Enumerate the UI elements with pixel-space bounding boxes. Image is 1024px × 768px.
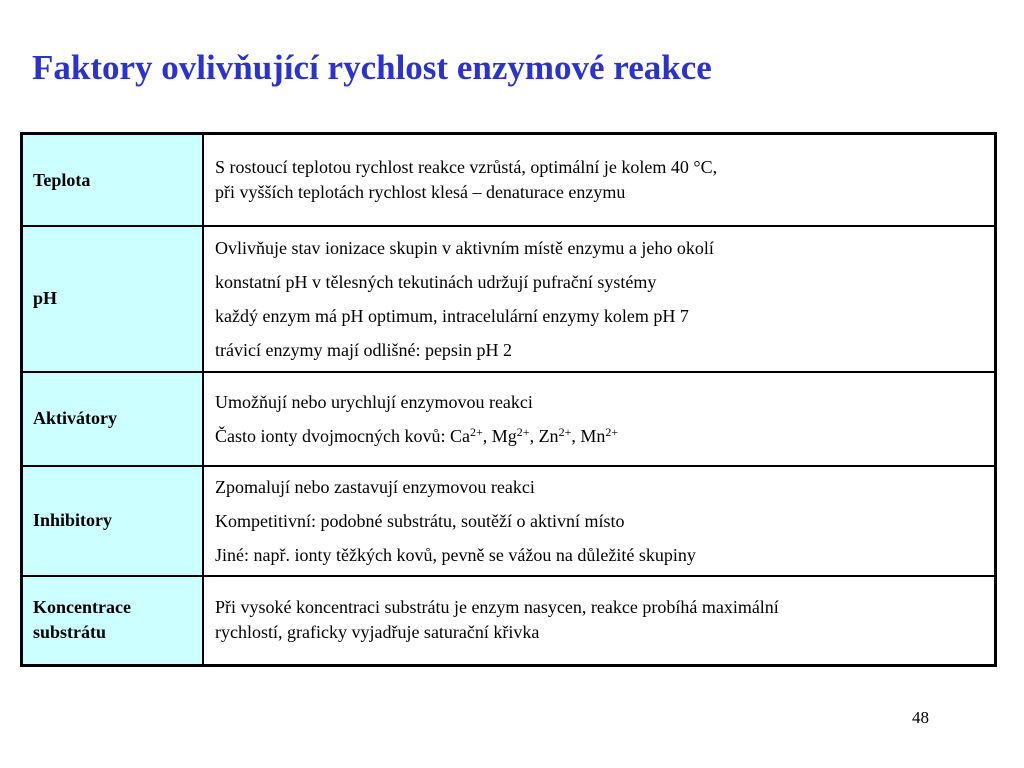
ion-zn: $Zn^{2+}$, bbox=[538, 424, 581, 446]
factors-table bbox=[20, 132, 997, 667]
table-row-koncentrace-substratu bbox=[22, 576, 996, 666]
description-line: konstatní pH v tělesných tekutinách udržují pufrační systémy bbox=[215, 271, 657, 292]
row-description-aktivatory bbox=[203, 372, 996, 466]
row-label-ph: pH bbox=[22, 226, 204, 372]
row-label-koncentrace-substratu: Koncentrace substrátu bbox=[22, 576, 204, 666]
description-line-ions bbox=[215, 419, 986, 453]
row-label-aktivatory: Aktivátory bbox=[22, 372, 204, 466]
description-line: Zpomalují nebo zastavují enzymovou reakci bbox=[215, 476, 535, 497]
table-row-aktivatory bbox=[22, 372, 996, 466]
description-line: trávicí enzymy mají odlišné: pepsin pH 2 bbox=[215, 339, 512, 360]
ion-mn: $Mn^{2+}$ bbox=[580, 424, 619, 446]
description-line: Kompetitivní: podobné substrátu, soutěží o aktivní místo bbox=[215, 510, 625, 531]
description-line: při vyšších teplotách rychlost klesá – denaturace enzymu bbox=[215, 181, 626, 202]
row-label-inhibitory: Inhibitory bbox=[22, 466, 204, 576]
table-row-teplota bbox=[22, 134, 996, 226]
row-description-teplota bbox=[203, 134, 996, 226]
description-line: každý enzym má pH optimum, intracelulární enzymy kolem pH 7 bbox=[215, 305, 689, 326]
ion-mg: $Mg^{2+}$, bbox=[491, 424, 539, 446]
table-row-ph bbox=[22, 226, 996, 372]
description-line: Při vysoké koncentraci substrátu je enzym nasycen, reakce probíhá maximální bbox=[215, 597, 779, 618]
ions-prefix: Často ionty dvojmocných kovů: bbox=[215, 425, 450, 446]
slide-title: Faktory ovlivňující rychlost enzymové reakce bbox=[32, 48, 712, 87]
row-label-teplota: Teplota bbox=[22, 134, 204, 226]
row-description-inhibitory bbox=[203, 466, 996, 576]
row-description-ph bbox=[203, 226, 996, 372]
slide-number: 48 bbox=[912, 708, 929, 727]
description-line: Ovlivňuje stav ionizace skupin v aktivním místě enzymu a jeho okolí bbox=[215, 237, 714, 258]
table-row-inhibitory bbox=[22, 466, 996, 576]
description-line: Umožňují nebo urychlují enzymovou reakci bbox=[215, 391, 533, 412]
description-line: S rostoucí teplotou rychlost reakce vzrůstá, optimální je kolem 40 °C, bbox=[215, 156, 718, 177]
row-description-koncentrace-substratu bbox=[203, 576, 996, 666]
ion-ca: $Ca^{2+}$, bbox=[449, 424, 492, 446]
description-line: Jiné: např. ionty těžkých kovů, pevně se vážou na důležité skupiny bbox=[215, 544, 696, 565]
description-line: rychlostí, graficky vyjadřuje saturační křivka bbox=[215, 622, 540, 643]
